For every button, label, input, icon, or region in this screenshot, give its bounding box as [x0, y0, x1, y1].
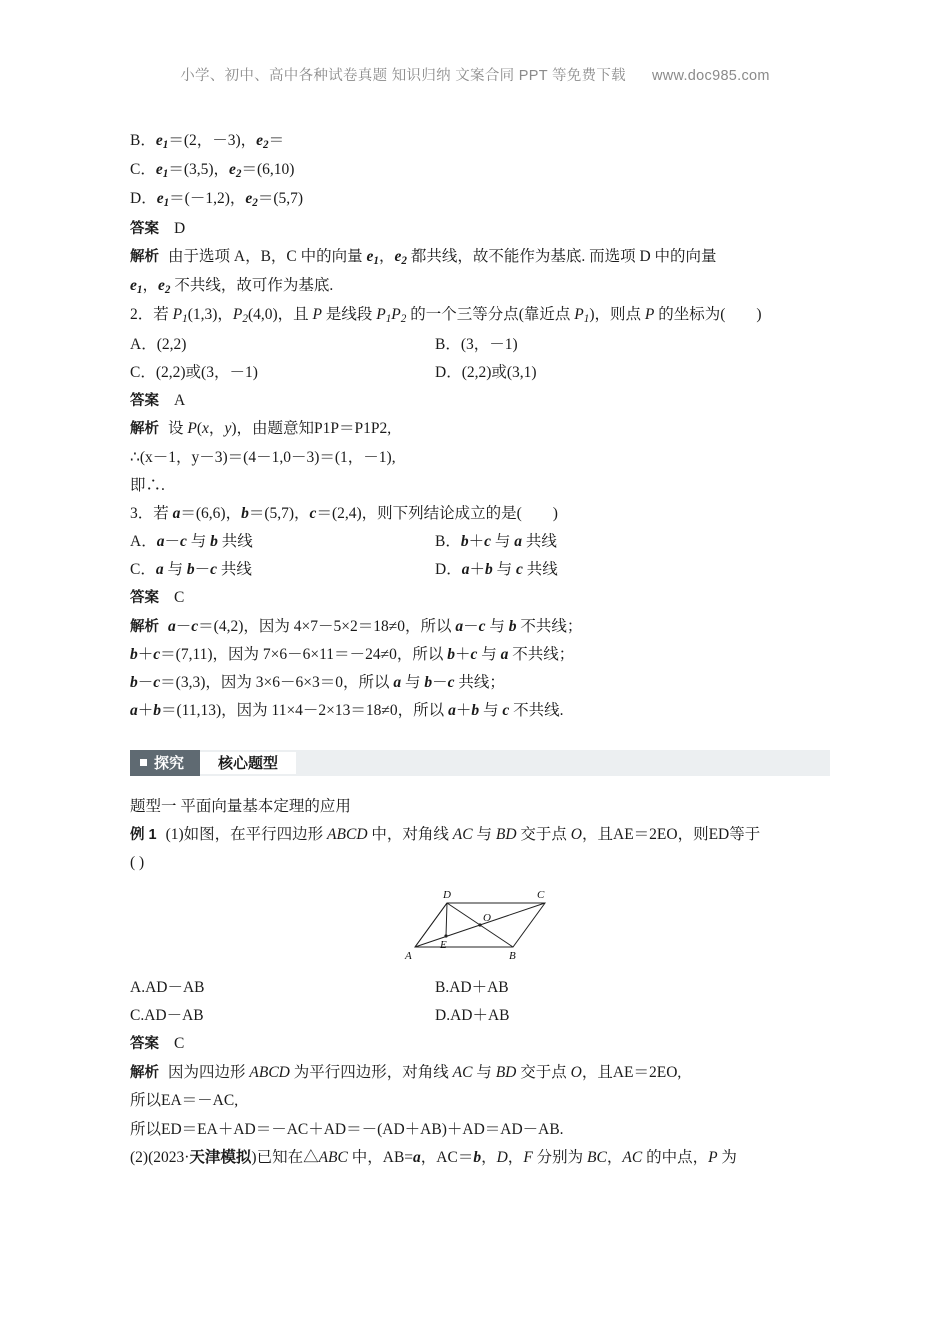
q2-analysis-line-1: 解析 设 P(x，y)，由题意知P1P＝P1P2,	[130, 420, 392, 438]
example-option-a: A.AD－AB	[130, 979, 205, 997]
q2-options-row-2	[130, 360, 830, 388]
q2-analysis-line-2: ∴(x－1，y－3)＝(4－1,0－3)＝(1，－1),	[130, 448, 396, 466]
banner-explore	[130, 750, 200, 776]
example-answer-value: C	[174, 1035, 185, 1053]
example-stem-line-2: ( )	[130, 854, 145, 872]
q1-analysis-line-1: 解析 由于选项 A，B，C 中的向量 $e_1$，$e_2$ 都共线，故不能作为基底. 而选项 D 中的向量	[130, 248, 717, 268]
q2-stem: 2．若 $P_1(1,3)$，$P_2(4,0)$，且 P 是线段 $P_1P_2$ 的一个三等分点(靠近点 $P_1$)，则点 P 的坐标为( )	[130, 306, 762, 326]
q2-options-row-1	[130, 332, 830, 360]
q1-option-d: D．$e_1=(-1,2)$，$e_2=(5,7)$	[130, 190, 304, 210]
banner-explore-label: 探究	[154, 755, 185, 773]
figure-label-C: C	[537, 889, 545, 902]
answer-label: 答案	[130, 220, 159, 237]
q3-option-c: C．a 与 b－c 共线	[130, 561, 252, 579]
parallelogram-svg	[385, 885, 575, 963]
example-options-row-2	[130, 1003, 830, 1031]
section-title: 题型一 平面向量基本定理的应用	[130, 797, 351, 815]
example-option-c: C.AD－AB	[130, 1007, 204, 1025]
q2-option-d: D．(2,2)或(3,1)	[435, 363, 537, 381]
q3-answer	[130, 585, 830, 610]
q3-analysis-line-1: 解析 a－c＝(4,2)，因为 4×7－5×2＝18≠0，所以 a－c 与 b 不共线；	[130, 617, 583, 635]
q1-option-b: B．$e_1=(2$，－3)，$e_2=$	[130, 132, 285, 152]
example-analysis-line-3: 所以ED＝EA＋AD＝－AC＋AD＝－(AD＋AB)＋AD＝AD－AB.	[130, 1120, 564, 1138]
figure-label-A: A	[405, 950, 412, 963]
banner-filler	[296, 750, 830, 776]
q3-option-a: A．a－c 与 b 共线	[130, 533, 253, 551]
q3-options-row-1	[130, 529, 830, 557]
figure-label-B: B	[509, 950, 516, 963]
q2-analysis-line-3: 即∴.	[130, 476, 165, 494]
example-answer	[130, 1031, 830, 1056]
square-bullet-icon	[140, 759, 147, 766]
example-options-row-1	[130, 975, 830, 1003]
analysis-label: 解析	[130, 1064, 159, 1081]
watermark-url: www.doc985.com	[651, 68, 770, 84]
analysis-label: 解析	[130, 249, 159, 265]
q2-option-c: C．(2,2)或(3，－1)	[130, 363, 258, 381]
q3-stem: 3．若 a＝(6,6)，b＝(5,7)，c＝(2,4)，则下列结论成立的是( )	[130, 504, 558, 522]
example-option-d: D.AD＋AB	[435, 1007, 510, 1025]
analysis-label: 解析	[130, 618, 159, 635]
q1-analysis-line-2: $e_1$，$e_2$ 不共线，故可作为基底.	[130, 277, 334, 297]
answer-label: 答案	[130, 392, 159, 409]
analysis-label: 解析	[130, 421, 159, 438]
q3-options-row-2	[130, 557, 830, 585]
q2-answer	[130, 388, 830, 413]
example-analysis-line-1: 解析 因为四边形 ABCD 为平行四边形，对角线 AC 与 BD 交于点 O，且AE＝2EO,	[130, 1063, 682, 1081]
section-banner	[130, 750, 830, 776]
q2-option-a: A．(2,2)	[130, 335, 187, 353]
example-option-b: B.AD＋AB	[435, 979, 509, 997]
figure-label-O: O	[483, 912, 491, 925]
q1-answer	[130, 216, 830, 241]
q2-option-b: B．(3，－1)	[435, 335, 518, 353]
banner-core-label: 核心题型	[200, 752, 296, 774]
example-stem-line-1: 例 1 (1)如图，在平行四边形 ABCD 中，对角线 AC 与 BD 交于点 O，且AE＝2EO，则ED等于	[130, 825, 761, 843]
q1-option-c: C．$e_1=(3,5)$，$e_2=(6,10)$	[130, 161, 295, 181]
parallelogram-figure	[130, 885, 830, 963]
document-content	[130, 128, 830, 1173]
figure-label-E: E	[440, 939, 447, 952]
q3-analysis-line-4: a＋b＝(11,13)，因为 11×4－2×13＝18≠0，所以 a＋b 与 c 不共线.	[130, 702, 564, 720]
example-label: 例 1	[130, 826, 157, 843]
answer-label: 答案	[130, 1036, 159, 1053]
q3-analysis-line-3: b－c＝(3,3)，因为 3×6－6×3＝0，所以 a 与 b－c 共线；	[130, 674, 505, 692]
q2-answer-value: A	[174, 391, 186, 409]
answer-label: 答案	[130, 590, 159, 607]
q3-option-b: B．b＋c 与 a 共线	[435, 533, 557, 551]
example-analysis-line-2: 所以EA＝－AC,	[130, 1092, 239, 1110]
figure-label-D: D	[443, 889, 451, 902]
q3-analysis-line-2: b＋c＝(7,11)，因为 7×6－6×11＝－24≠0，所以 b＋c 与 a 不共线；	[130, 646, 575, 664]
q3-answer-value: C	[174, 589, 185, 607]
watermark-text: 小学、初中、高中各种试卷真题 知识归纳 文案合同 PPT 等免费下载	[180, 68, 626, 84]
example-next-stem: (2)(2023·天津模拟)已知在△ABC 中，AB=a，AC＝b，D，F 分别为 BC，AC 的中点，P 为	[130, 1148, 737, 1166]
q3-option-d: D．a＋b 与 c 共线	[435, 561, 558, 579]
watermark	[0, 64, 950, 85]
q1-answer-value: D	[174, 219, 186, 237]
